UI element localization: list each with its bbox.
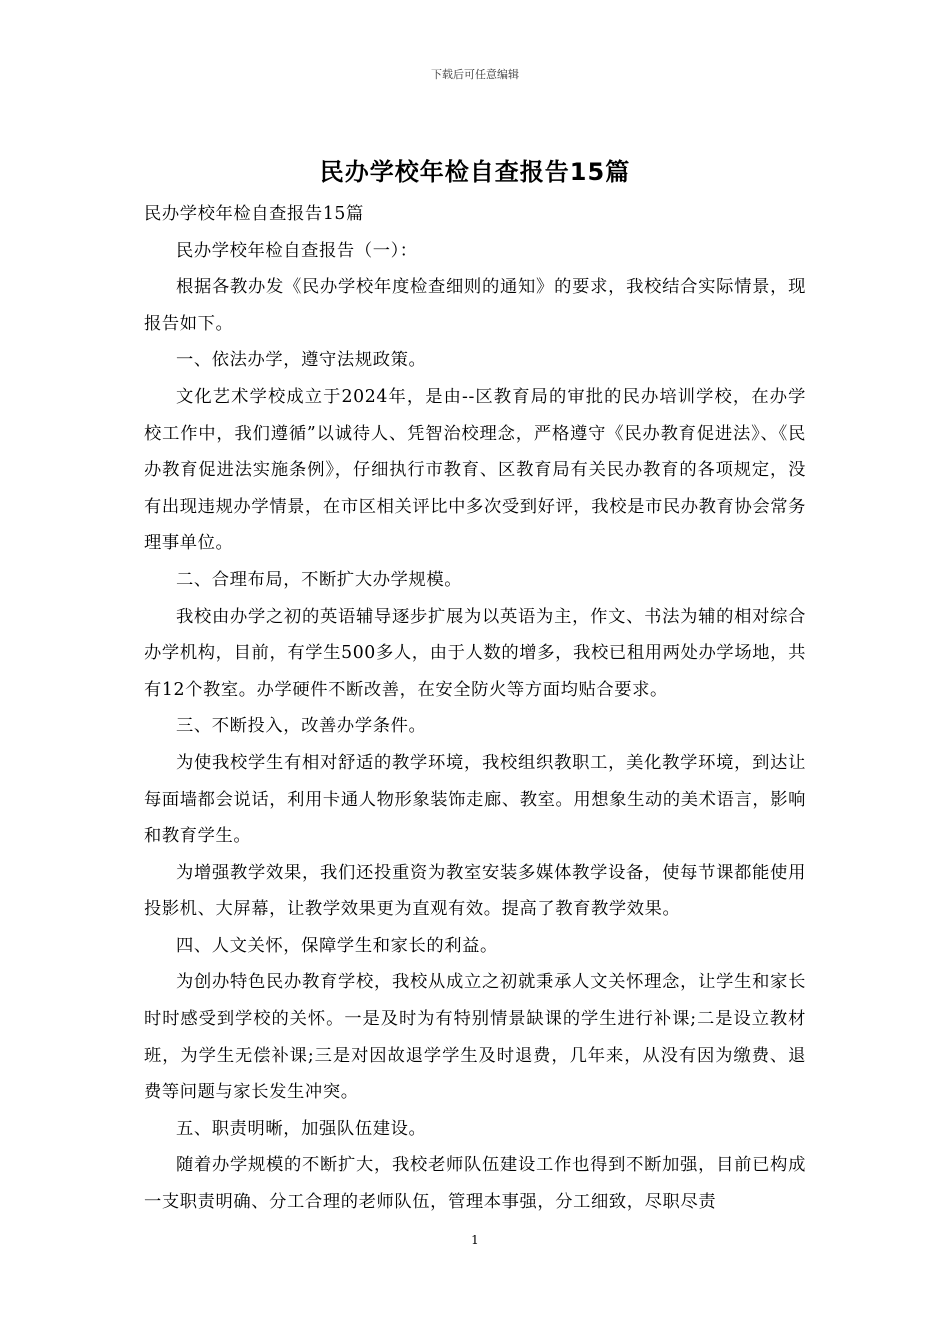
section-heading: 三、不断投入，改善办学条件。 [176, 716, 427, 737]
section-heading: 四、人文关怀，保障学生和家长的利益。 [176, 935, 498, 956]
paragraph: 随着办学规模的不断扩大，我校老师队伍建设工作也得到不断加强，目前已构成一支职责明确、分工合理的老师队伍，管理本事强，分工细致，尽职尽责 [144, 1155, 806, 1213]
document-body [144, 196, 806, 1221]
paragraph: 根据各教办发《民办学校年度检查细则的通知》的要求，我校结合实际情景，现报告如下。 [144, 277, 806, 334]
paragraph: 文化艺术学校成立于2024年，是由--区教育局的审批的民办培训学校，在办学校工作中，我们遵循”以诚待人、凭智治校理念，严格遵守《民办教育促进法》、《民办教育促进法实施条例》，仔细执行市教育、区教育局有关民办教育的各项规定，没有出现违规办学情景，在市区相关评比中多次受到好评，我校是市民办教育协会常务理事单位。 [144, 386, 806, 554]
paragraph: 民办学校年检自查报告15篇 [144, 204, 364, 224]
section-heading: 五、职责明晰，加强队伍建设。 [176, 1118, 427, 1139]
paragraph: 为创办特色民办教育学校，我校从成立之初就秉承人文关怀理念，让学生和家长时时感受到学校的关怀。一是及时为有特别情景缺课的学生进行补课;二是设立教材班，为学生无偿补课;三是对因故退学学生及时退费，几年来，从没有因为缴费、退费等问题与家长发生冲突。 [144, 972, 806, 1103]
paragraph: 为增强教学效果，我们还投重资为教室安装多媒体教学设备，使每节课都能使用投影机、大屏幕，让教学效果更为直观有效。提高了教育教学效果。 [144, 862, 806, 920]
paragraph: 为使我校学生有相对舒适的教学环境，我校组织教职工，美化教学环境，到达让每面墙都会说话，利用卡通人物形象装饰走廊、教室。用想象生动的美术语言，影响和教育学生。 [144, 752, 806, 847]
page-number: 1 [471, 1233, 479, 1247]
document-title: 民办学校年检自查报告15篇 [319, 158, 631, 186]
header-note: 下载后可任意编辑 [431, 68, 519, 81]
section-heading: 二、合理布局，不断扩大办学规模。 [176, 569, 463, 590]
section-heading: 一、依法办学，遵守法规政策。 [176, 350, 427, 371]
paragraph: 民办学校年检自查报告（一）： [176, 240, 418, 261]
paragraph: 我校由办学之初的英语辅导逐步扩展为以英语为主，作文、书法为辅的相对综合办学机构，目前，有学生500多人，由于人数的增多，我校已租用两处办学场地，共有12个教室。办学硬件不断改善，在安全防火等方面均贴合要求。 [144, 606, 806, 700]
